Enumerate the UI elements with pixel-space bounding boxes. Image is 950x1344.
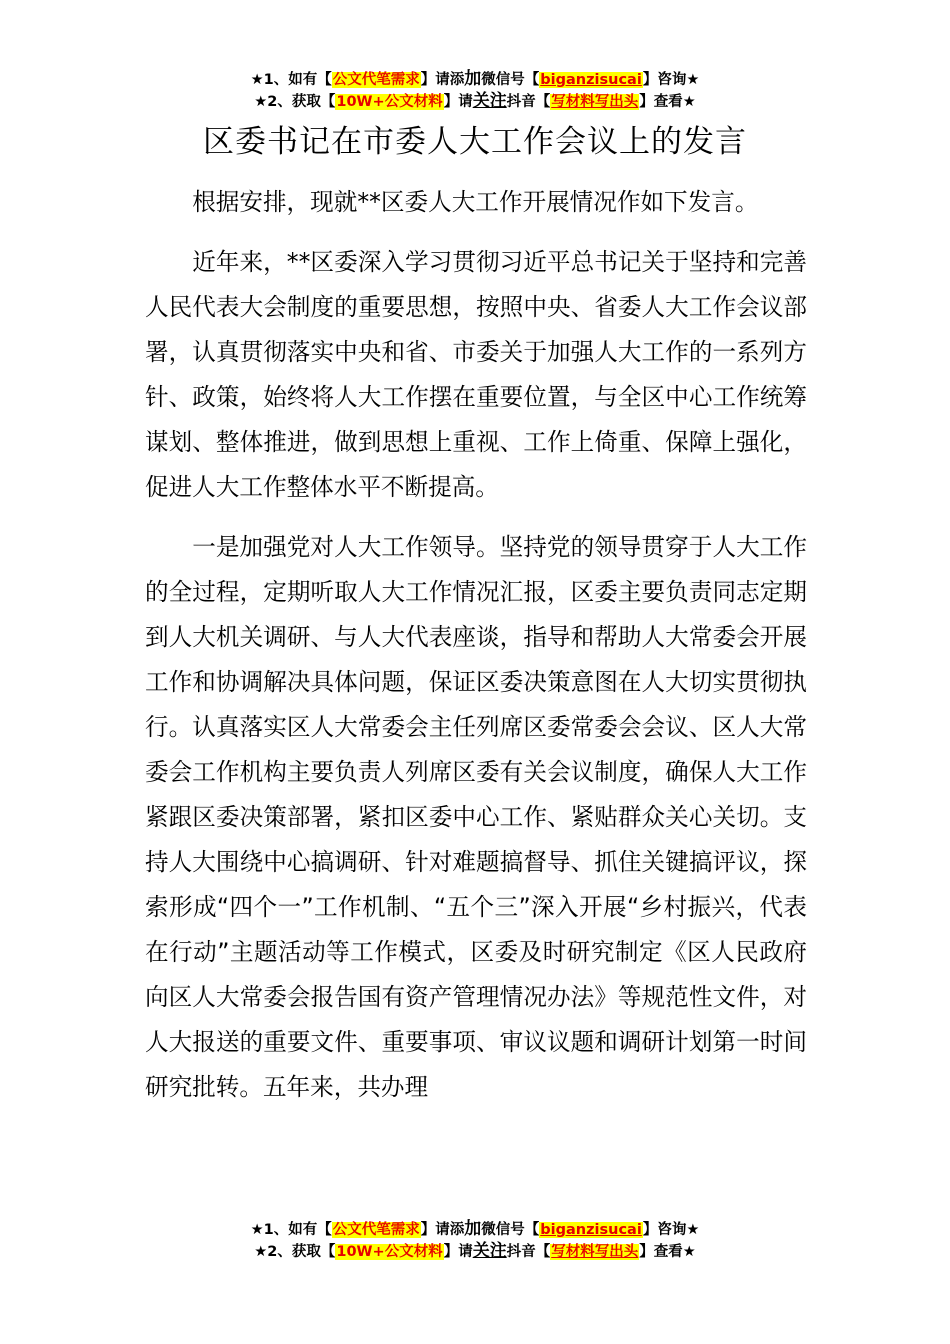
promo-wechat-id: biganzisucai xyxy=(540,72,642,88)
promo-prefix: ★1、如有【 xyxy=(250,72,332,88)
promo-text: 】请添 xyxy=(420,72,465,88)
promo-line-1 xyxy=(0,68,950,90)
promo-prefix: ★1、如有【 xyxy=(250,1222,332,1238)
promo-text: 微信号【 xyxy=(481,1222,540,1238)
promo-highlight: 10W+公文材料 xyxy=(336,1244,443,1260)
promo-prefix: ★2、获取【 xyxy=(254,94,336,110)
promo-bold-word: 加 xyxy=(464,1219,482,1239)
promo-suffix: 】咨询★ xyxy=(642,72,700,88)
promo-bold-word: 关注 xyxy=(472,1241,507,1261)
promo-text: 】请 xyxy=(443,94,473,110)
promo-text: 】请 xyxy=(443,1244,473,1260)
promo-banner-top xyxy=(0,68,950,112)
promo-line-2 xyxy=(0,90,950,112)
promo-highlight: 公文代笔需求 xyxy=(332,72,420,88)
promo-suffix: 】查看★ xyxy=(639,1244,696,1260)
promo-suffix: 】咨询★ xyxy=(642,1222,700,1238)
paragraph-intro: 根据安排，现就**区委人大工作开展情况作如下发言。 xyxy=(192,188,759,216)
promo-line-2 xyxy=(0,1240,950,1262)
promo-banner-bottom xyxy=(0,1218,950,1262)
paragraph-overview: 近年来，**区委深入学习贯彻习近平总书记关于坚持和完善人民代表大会制度的重要思想，按照中央、省委人大工作会议部署，认真贯彻落实中央和省、市委关于加强人大工作的一系列方针、政策，始终将人大工作摆在重要位置，与全区中心工作统筹谋划、整体推进，做到思想上重视、工作上倚重、保障上强化，促进人大工作整体水平不断提高。 xyxy=(145,248,807,501)
promo-douyin-id: 写材料写出头 xyxy=(551,1244,639,1260)
promo-line-1 xyxy=(0,1218,950,1240)
promo-prefix: ★2、获取【 xyxy=(254,1244,336,1260)
promo-bold-word: 加 xyxy=(464,69,482,89)
promo-text: 】请添 xyxy=(420,1222,465,1238)
promo-suffix: 】查看★ xyxy=(639,94,696,110)
document-body xyxy=(145,180,807,1110)
document-title: 区委书记在市委人大工作会议上的发言 xyxy=(203,124,747,160)
promo-douyin-id: 写材料写出头 xyxy=(551,94,639,110)
promo-bold-word: 关注 xyxy=(472,91,507,111)
promo-highlight: 10W+公文材料 xyxy=(336,94,443,110)
promo-text: 抖音【 xyxy=(506,94,551,110)
promo-wechat-id: biganzisucai xyxy=(540,1222,642,1238)
promo-highlight: 公文代笔需求 xyxy=(332,1222,420,1238)
promo-text: 抖音【 xyxy=(506,1244,551,1260)
paragraph-point-one: 一是加强党对人大工作领导。坚持党的领导贯穿于人大工作的全过程，定期听取人大工作情况汇报，区委主要负责同志定期到人大机关调研、与人大代表座谈，指导和帮助人大常委会开展工作和协调解决具体问题，保证区委决策意图在人大切实贯彻执行。认真落实区人大常委会主任列席区委常委会会议、区人大常委会工作机构主要负责人列席区委有关会议制度，确保人大工作紧跟区委决策部署，紧扣区委中心工作、紧贴群众关心关切。支持人大围绕中心搞调研、针对难题搞督导、抓住关键搞评议，探索形成“四个一”工作机制、“五个三”深入开展“乡村振兴，代表在行动”主题活动等工作模式，区委及时研究制定《区人民政府向区人大常委会报告国有资产管理情况办法》等规范性文件，对人大报送的重要文件、重要事项、审议议题和调研计划第一时间研究批转。五年来，共办理 xyxy=(145,533,807,1101)
promo-text: 微信号【 xyxy=(481,72,540,88)
